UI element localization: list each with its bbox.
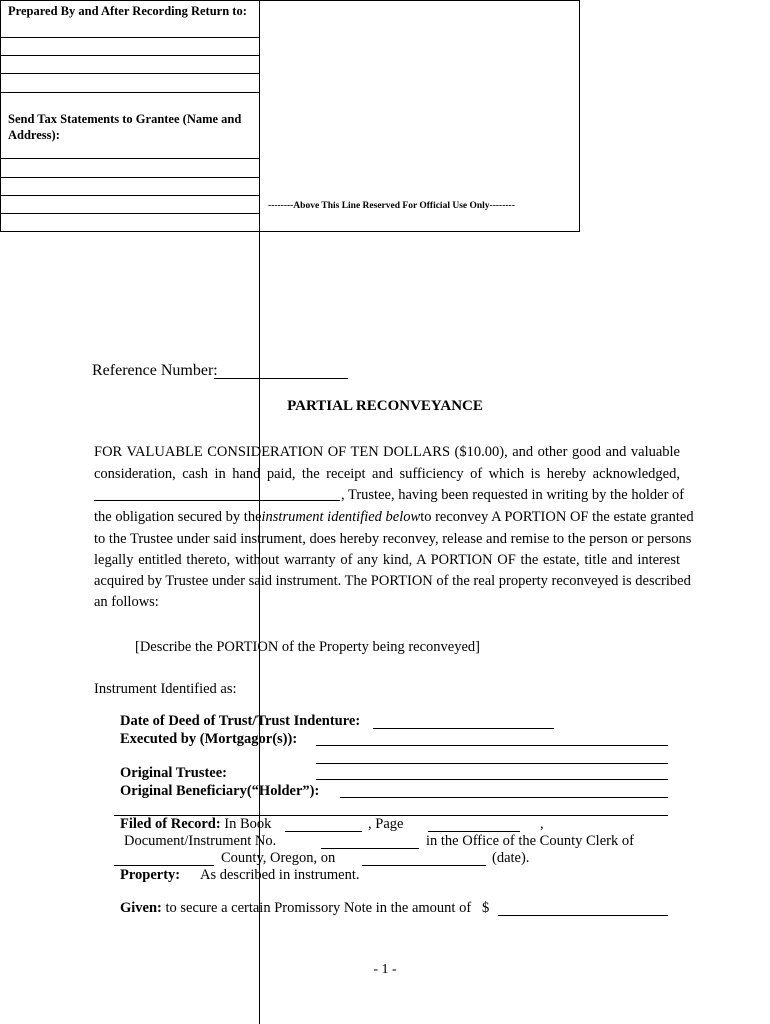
property-label: Property: <box>120 867 181 883</box>
paragraph-line-4c: to reconvey A PORTION OF the estate granted <box>420 509 694 525</box>
paragraph-line-2: consideration, cash in hand paid, the receipt and sufficiency of which is hereby acknowledged, <box>94 466 680 482</box>
return-address-line-3[interactable] <box>0 73 259 74</box>
paragraph-line-4 <box>94 509 694 526</box>
document-number-label: Document/Instrument No. <box>124 833 277 849</box>
return-address-line-1[interactable] <box>0 37 259 38</box>
recording-box <box>0 0 580 232</box>
original-beneficiary-field[interactable] <box>340 797 668 798</box>
page-label: , Page <box>368 816 404 832</box>
county-field[interactable] <box>114 865 214 866</box>
filed-of-record-label: Filed of Record: <box>120 816 221 832</box>
grantee-address-line-1[interactable] <box>0 158 259 159</box>
trustee-name-field[interactable] <box>94 500 340 501</box>
instrument-identified-text: instrument identified below <box>261 509 421 525</box>
send-tax-label: Send Tax Statements to Grantee (Name and Address): <box>8 112 242 142</box>
note-amount-field[interactable] <box>498 915 668 916</box>
return-address-line-2[interactable] <box>0 55 259 56</box>
return-address-line-4[interactable] <box>0 92 259 93</box>
property-value: As described in instrument. <box>200 867 360 883</box>
grantee-address-line-4[interactable] <box>0 213 259 214</box>
executed-by-label: Executed by (Mortgagor(s)): <box>120 731 298 747</box>
paragraph-line-7: acquired by Trustee under said instrument. The PORTION of the real property reconveyed is described <box>94 573 691 589</box>
mortgagor-field-2[interactable] <box>316 763 668 764</box>
given-label: Given: <box>120 900 162 916</box>
given-row <box>120 900 471 917</box>
page-field[interactable] <box>428 831 520 832</box>
deed-date-field[interactable] <box>373 728 554 729</box>
paragraph-line-1: FOR VALUABLE CONSIDERATION OF TEN DOLLARS ($10.00), and other good and valuable <box>94 444 680 460</box>
original-trustee-label: Original Trustee: <box>120 765 227 781</box>
book-field[interactable] <box>285 831 362 832</box>
property-description-placeholder[interactable]: [Describe the PORTION of the Property being reconveyed] <box>135 639 481 655</box>
original-trustee-field[interactable] <box>316 779 668 780</box>
document-title: PARTIAL RECONVEYANCE <box>287 398 483 414</box>
prepared-by-label: Prepared By and After Recording Return to: <box>8 4 247 18</box>
paragraph-line-6: legally entitled thereto, without warranty of any kind, A PORTION OF the estate, title and interest <box>94 552 680 568</box>
given-text: to secure a certain Promissory Note in the amount of <box>165 900 472 916</box>
document-number-field[interactable] <box>321 848 419 849</box>
mortgagor-field-1[interactable] <box>316 745 668 746</box>
grantee-address-line-2[interactable] <box>0 177 259 178</box>
paragraph-line-3: , Trustee, having been requested in writing by the holder of <box>341 487 685 503</box>
paragraph-line-5: to the Trustee under said instrument, does hereby reconvey, release and remise to the person or persons <box>94 531 692 547</box>
deed-date-label: Date of Deed of Trust/Trust Indenture: <box>120 713 361 729</box>
county-oregon-label: County, Oregon, on <box>221 850 336 866</box>
page-comma: , <box>540 816 544 832</box>
page-number: - 1 - <box>373 962 397 977</box>
reference-number-label: Reference Number: <box>92 362 218 379</box>
grantee-address-line-3[interactable] <box>0 195 259 196</box>
paragraph-line-8: an follows: <box>94 594 159 610</box>
date-word: (date). <box>492 850 530 866</box>
paragraph-line-4a: the obligation secured by the <box>94 509 262 525</box>
office-clerk-text: in the Office of the County Clerk of <box>426 833 634 849</box>
original-beneficiary-label: Original Beneficiary(“Holder”): <box>120 783 320 799</box>
instrument-heading: Instrument Identified as: <box>94 681 237 697</box>
filed-of-record-row <box>120 816 271 833</box>
in-book-label: In Book <box>224 816 272 832</box>
dollar-sign: $ <box>482 900 490 916</box>
recorded-date-field[interactable] <box>362 865 486 866</box>
reference-number-field[interactable] <box>214 378 348 379</box>
official-use-note: --------Above This Line Reserved For Official Use Only-------- <box>268 201 515 211</box>
